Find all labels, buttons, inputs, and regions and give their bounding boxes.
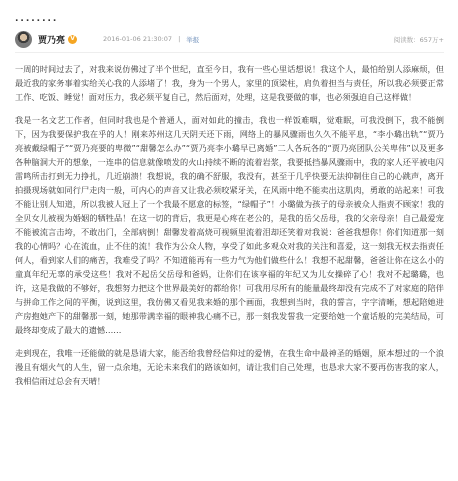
avatar[interactable] — [15, 31, 32, 48]
report-link[interactable]: 举报 — [186, 35, 200, 44]
page-title: ........ — [15, 14, 59, 24]
read-count: 阅读数：657万+ — [393, 35, 444, 44]
verified-badge-icon: V — [68, 35, 77, 44]
author-name[interactable]: 贾乃亮 — [38, 35, 66, 46]
article-paragraph: 我是一名文艺工作者，但同时我也是个普通人，面对如此的撞击，我也一样饭难咽，觉难眠，可我没倒下，我不能倒下，因为我要保护我在乎的人！刚来苏州这几天阴天还下雨，网络上的暴风骤雨也久久不能平息，“李小璐出轨”“贾乃亮被戴绿帽子”“贾乃亮要的卑微”“甜馨怎么办”“贾乃亮李小璐早已离婚”二人各玩各的“贾乃亮团队公关卑伟”以及更多各种脑洞大开的想象，一连串的信息就像喷发的火山持续不断的流着岩浆，我要抵挡暴风骤雨中，我的家人还平被电闪雷鸣所击打到无力挣扎，几近崩溃！我想说，我的确不舒服，我没有，甚至于几乎快要无法抑制住自己的心跳声，离开拍摄现场就如同行尸走肉一般，可内心的声音又让我必须咬紧牙关，在风雨中绝不能卖出这肌肉，勇敢的站起来！可我不能让别人知道，所以我被人冠上了一个我最不愿意的标签，“绿帽子”！小璐做为孩子的母亲被众人指责不顾家！我的全贝女儿被视为婚姻的牺牲品！在这一切的背后，我更是心疼在老公的，是我的岳父岳母，我的父亲母亲！自己最爱宠不能被流言击垮，不敢出门，全部病倒！甜馨发着高烧可视频里流着泪却还笑着对我说：爸爸我想你！你们知道那一刻我的心情吗？心在流血，止不住的流！我作为公众人物，享受了如此多观众对我的关注和喜爱，这一刻我无权去指责任何人，看到家人们的痛苦，我难受了吗？不知道能再有一些力气为他们做些什么！我想不起甜馨，爸爸让你在这么小的童真年纪无辜的承受这些！我对不起岳父岳母和爸妈，让你们在该享福的年纪又为儿女操碎了心！我对不起璐璐，也许，这是我做的不够好，我想努力把这个世界最美好的都给你！可我用尽所有的能量最终却没有完成不了对家庭的陪伴与拼命工作之间的平衡，说到这里，我仿佛又看见我来婚的那个画面，我想到当时，我的誓言，字字清晰，想起陪她进产房抱她产下的甜馨那一刻，她那带满幸福的眼神我心痛不已，那一刻我发誓我一定要给她一个童话般的完美结局，可最终却变成了最大的遗憾…… — [15, 115, 444, 335]
meta-separator: | — [178, 35, 181, 43]
author-bar — [15, 26, 444, 53]
post-timestamp: 2016-01-06 21:30:07 — [103, 35, 173, 43]
article-paragraph: 一周的时间过去了，对我来说仿佛过了半个世纪，直至今日，我有一些心里话想说！我这个人，最怕给别人添麻烦，但最近我的家务事着实给关心我的人添堵了！我，身为一个男人，家里的顶梁柱，肩负着担当与责任，所以我必须要正常工作、吃饭、睡觉！面对压力，我必须平复自己，然后面对，处理，这是我要做的事，也必须强迫自己这样做！ — [15, 64, 444, 102]
title-row — [15, 0, 444, 26]
article-body — [15, 62, 444, 388]
article-paragraph: 走到现在，我唯一还能做的就是恳请大家，能否给我曾经信仰过的爱情，在我生命中最神圣的婚姻，原本想过的一个浪漫且有烟火气的人生，留一点余地，无论未来我们的路该如何，请让我们自己处理，也恳求大家不要再伤害我的家人，我相信雨过总会有天晴！ — [15, 348, 444, 386]
